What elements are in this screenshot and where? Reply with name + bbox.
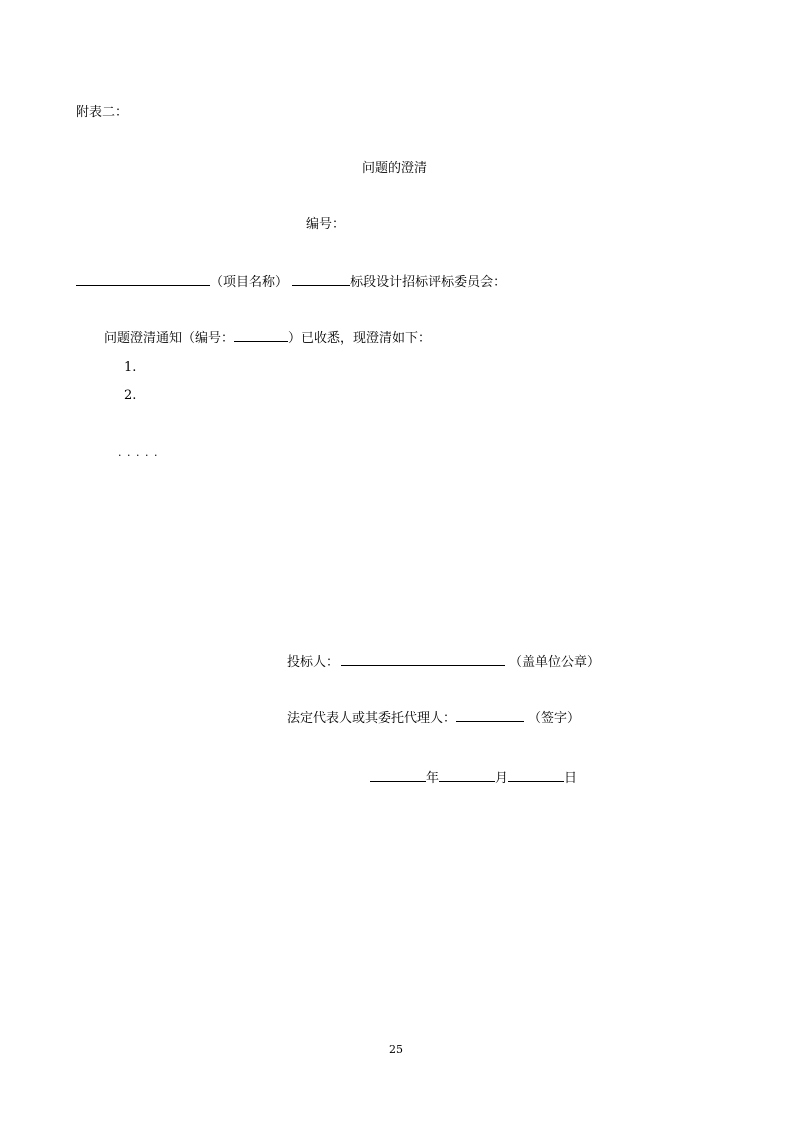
ellipsis: · · · · · bbox=[118, 449, 159, 462]
month-blank[interactable] bbox=[439, 769, 495, 782]
representative-blank[interactable] bbox=[456, 709, 524, 722]
list-item: 2. bbox=[124, 388, 137, 403]
bidder-seal-label: （盖单位公章） bbox=[509, 655, 601, 670]
date-line bbox=[370, 769, 577, 787]
bidder-blank[interactable] bbox=[341, 653, 505, 666]
section-blank[interactable] bbox=[292, 273, 350, 286]
day-blank[interactable] bbox=[508, 769, 564, 782]
body-line bbox=[104, 329, 431, 347]
number-label: 编号： bbox=[306, 217, 346, 232]
year-blank[interactable] bbox=[370, 769, 426, 782]
page-number: 25 bbox=[389, 1043, 403, 1056]
bidder-line bbox=[287, 653, 600, 671]
appendix-label: 附表二： bbox=[76, 105, 129, 120]
addressee-line bbox=[76, 273, 506, 291]
notice-number-blank[interactable] bbox=[234, 329, 288, 342]
representative-line bbox=[287, 709, 580, 727]
year-label: 年 bbox=[426, 771, 440, 786]
representative-sign-label: （签字） bbox=[528, 711, 581, 726]
representative-label: 法定代表人或其委托代理人： bbox=[287, 711, 457, 726]
body-prefix: 问题澄清通知（编号： bbox=[104, 331, 235, 346]
committee-label: 标段设计招标评标委员会： bbox=[350, 275, 507, 290]
bidder-label: 投标人： bbox=[287, 655, 340, 670]
document-title: 问题的澄清 bbox=[362, 161, 428, 176]
body-suffix: ）已收悉，现澄清如下： bbox=[288, 331, 432, 346]
project-name-blank[interactable] bbox=[76, 273, 210, 286]
month-label: 月 bbox=[495, 771, 509, 786]
list-item: 1. bbox=[124, 360, 137, 375]
day-label: 日 bbox=[564, 771, 578, 786]
project-name-label: （项目名称） bbox=[210, 275, 289, 290]
